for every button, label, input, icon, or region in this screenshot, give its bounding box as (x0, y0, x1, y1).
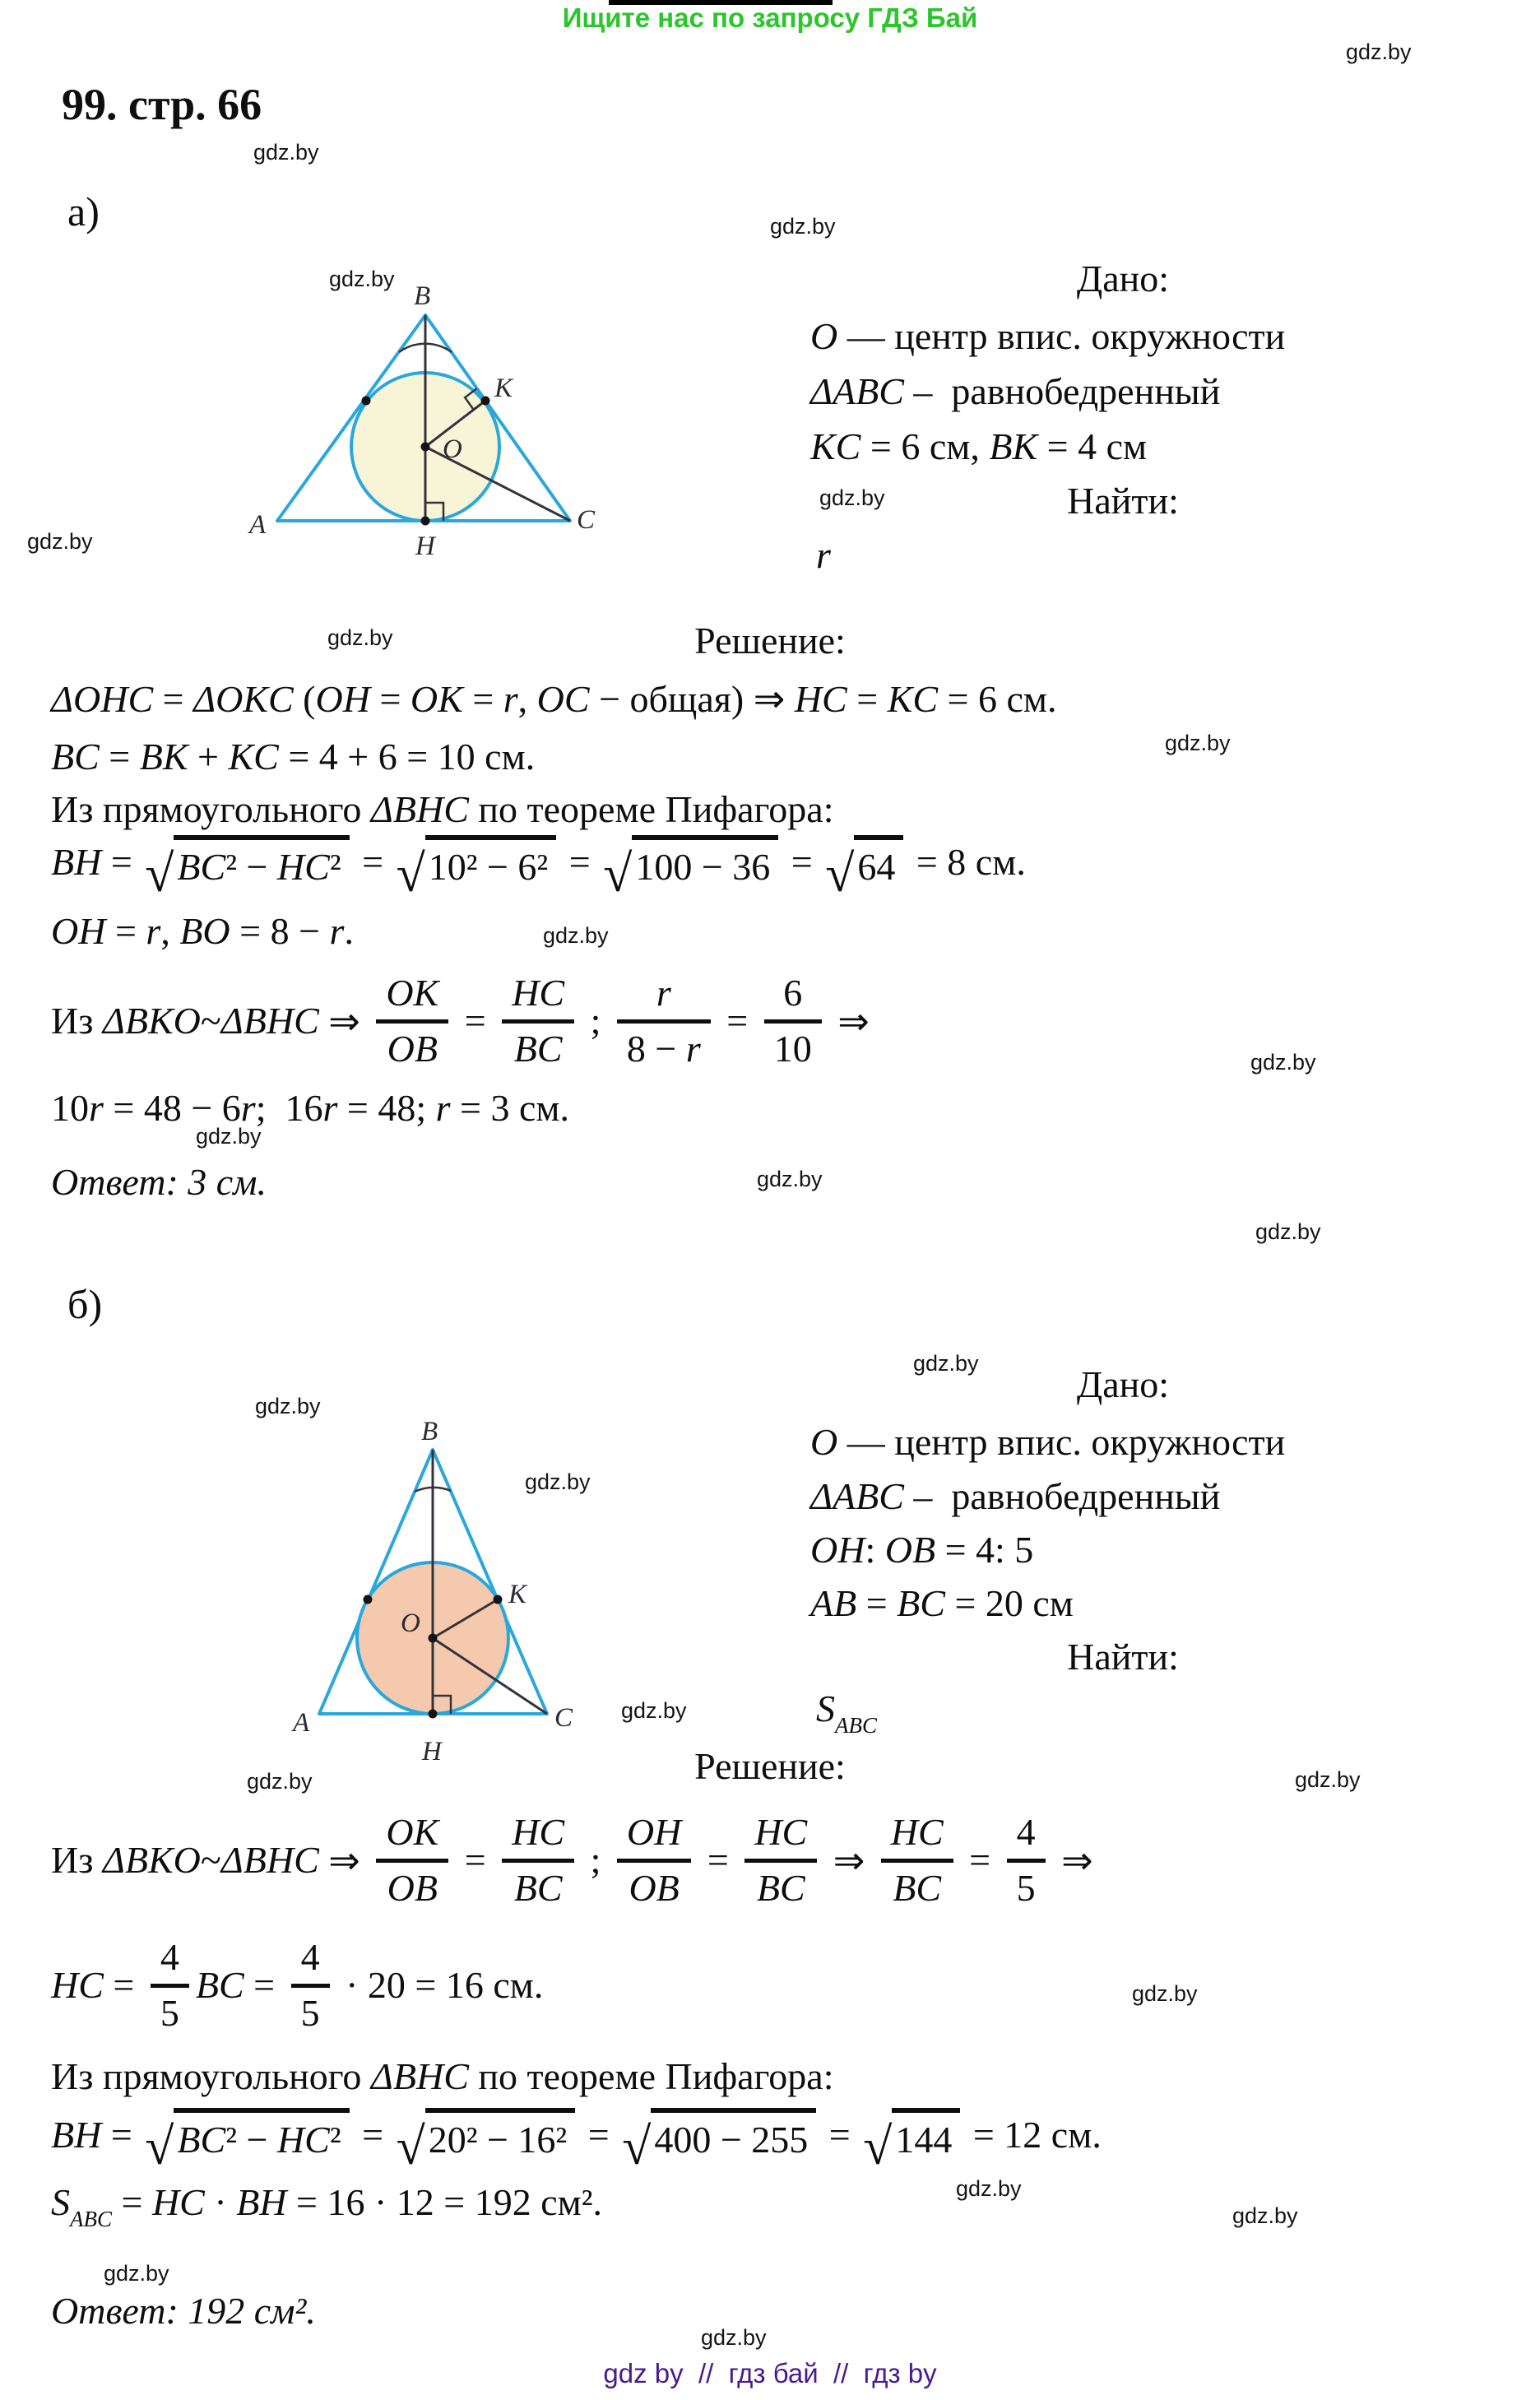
given-line: KC = 6 см, BK = 4 см (810, 425, 1148, 467)
point-label-k: K (508, 1580, 527, 1609)
equation-line: BH = √ BC ² − HC ² = √ 10² − 6² = √ 100 − 36 = √ 64 = 8 см. (51, 835, 1026, 889)
watermark: gdz.by (819, 485, 885, 510)
equation-line: BH = √ BC ² − HC ² = √ 20² − 16² = √ 400 − 255 = √ 144 = 12 см. (51, 2108, 1102, 2161)
watermark: gdz.by (104, 2261, 169, 2286)
find-value-b: S ABC (816, 1687, 877, 1738)
point-k-dot (494, 1595, 503, 1604)
watermark: gdz.by (1232, 2203, 1298, 2228)
given-line: AB = BC = 20 см (810, 1582, 1074, 1624)
vertex-label-a: A (249, 510, 267, 540)
watermark: gdz.by (255, 1394, 321, 1418)
center-o-dot (429, 1634, 438, 1643)
given-line: OH : OB = 4: 5 (810, 1529, 1034, 1571)
point-h-dot (429, 1710, 438, 1719)
equation-line: Из прямоугольного ΔBHC по теореме Пифагора: (51, 788, 834, 830)
point-label-k: K (494, 374, 513, 403)
find-title-b: Найти: (1067, 1636, 1179, 1678)
find-value-a: r (816, 534, 831, 576)
watermark: gdz.by (327, 625, 393, 650)
given-line: ΔABC – равнобедренный (810, 370, 1221, 412)
watermark: gdz.by (757, 1167, 823, 1191)
point-label-h: H (415, 532, 435, 561)
header-note: Ищите нас по запросу ГДЗ Бай (562, 2, 978, 33)
diagram-a (243, 272, 629, 592)
vertex-label-c: C (554, 1703, 573, 1733)
equation-line: S ABC = HC · BH = 16 · 12 = 192 см². (51, 2181, 603, 2231)
given-line: O — центр впис. окружности (810, 315, 1286, 357)
equation-line: Из прямоугольного ΔBHC по теореме Пифагора: (51, 2055, 834, 2097)
watermark: gdz.by (1295, 1767, 1361, 1792)
diagram-b (222, 1390, 609, 1773)
vertex-label-b: B (421, 1417, 438, 1446)
watermark: gdz.by (247, 1769, 313, 1794)
watermark: gdz.by (1250, 1050, 1316, 1075)
page-title: 99. стр. 66 (62, 80, 262, 129)
watermark: gdz.by (621, 1698, 687, 1723)
watermark: gdz.by (913, 1351, 979, 1376)
equation-line: Из ΔBKO ~ ΔBHC ⇒ $\frac{OK}{OB}$ = $\frac{HC}{BC}$ ; r 8 − r = $\frac{6}{10}$ ⇒ (51, 972, 870, 1070)
point-k-dot (481, 397, 490, 406)
watermark: gdz.by (1255, 1219, 1321, 1244)
watermark: gdz.by (525, 1469, 591, 1494)
find-title-a: Найти: (1067, 480, 1179, 522)
vertex-label-b: B (414, 281, 431, 311)
watermark: gdz.by (27, 529, 93, 554)
given-line: ΔABC – равнобедренный (810, 1475, 1221, 1517)
vertex-label-c: C (577, 505, 596, 535)
watermark: gdz.by (253, 140, 319, 165)
point-h-dot (421, 517, 430, 526)
watermark: gdz.by (543, 923, 609, 948)
answer-b: Ответ: 192 см². (51, 2290, 316, 2332)
solution-title-a: Решение: (694, 620, 846, 662)
given-title-a: Дано: (1076, 258, 1170, 299)
watermark: gdz.by (956, 2176, 1022, 2201)
part-a-label: а) (67, 188, 100, 234)
watermark: gdz.by (196, 1124, 262, 1149)
watermark: gdz.by (1165, 731, 1231, 755)
watermark: gdz.by (770, 214, 836, 239)
tangent-dot-left (364, 1595, 373, 1604)
center-o-dot (421, 443, 430, 452)
center-label-o: O (401, 1609, 420, 1638)
point-label-h: H (422, 1737, 442, 1766)
equation-line: BC = BK + KC = 4 + 6 = 10 см. (51, 736, 536, 778)
part-b-label: б) (67, 1281, 103, 1327)
tangent-dot-left (362, 397, 371, 406)
solution-title-b: Решение: (694, 1745, 846, 1787)
watermark: gdz.by (1346, 39, 1412, 64)
equation-line: 10 r = 48 − 6 r ; 16 r = 48; r = 3 см. (51, 1087, 569, 1129)
equation-line: OH = r , BO = 8 − r . (51, 910, 354, 952)
given-line: O — центр впис. окружности (810, 1421, 1286, 1463)
answer-a: Ответ: 3 см. (51, 1161, 267, 1203)
given-title-b: Дано: (1076, 1363, 1170, 1405)
equation-line: Из ΔBKO ~ ΔBHC ⇒ $\frac{OK}{OB}$ = $\frac{HC}{BC}$ ; $\frac{OH}{OB}$ = $\frac{HC}{BC}$ ⇒ $\frac{HC}{BC}$ = $\frac{4}{5}$ ⇒ (51, 1811, 1093, 1909)
vertex-label-a: A (293, 1708, 310, 1738)
watermark: gdz.by (701, 2325, 767, 2350)
equation-line: HC = $\frac{4}{5}$ BC = $\frac{4}{5}$ · 20 = 16 см. (51, 1936, 544, 2034)
footer-note: gdz by // гдз бай // гдз by (603, 2358, 937, 2388)
watermark: gdz.by (1132, 1981, 1198, 2006)
center-label-o: O (443, 434, 462, 464)
equation-line: ΔOHC = ΔOKC ( OH = OK = r , OC − общая) ⇒ HC = KC = 6 см. (51, 677, 1057, 720)
watermark: gdz.by (329, 267, 395, 291)
